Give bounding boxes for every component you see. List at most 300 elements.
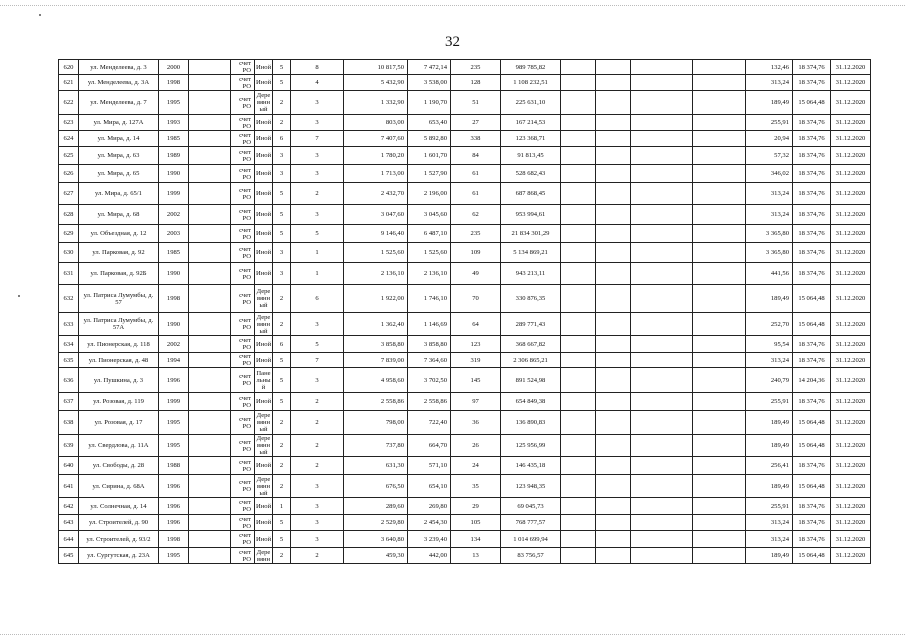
cell-area2: 1 527,90 — [408, 165, 451, 183]
cell-norm: 18 374,76 — [793, 147, 831, 165]
cell-empty — [596, 475, 631, 498]
cell-n: 629 — [59, 225, 79, 243]
cell-empty — [189, 368, 231, 393]
cell-year: 2002 — [159, 205, 189, 225]
cell-ent: 3 — [291, 498, 344, 515]
cell-area2: 1 525,60 — [408, 243, 451, 263]
cell-year: 1998 — [159, 531, 189, 548]
cell-area2: 653,40 — [408, 115, 451, 131]
cell-addr: ул. Мира, д. 63 — [79, 147, 159, 165]
cell-empty — [561, 205, 596, 225]
cell-fund: счет РО — [231, 393, 255, 411]
cell-empty — [596, 131, 631, 147]
cell-empty — [596, 435, 631, 457]
cell-date: 31.12.2020 — [831, 75, 871, 91]
cell-res: 338 — [451, 131, 501, 147]
cell-floors: 5 — [273, 353, 291, 368]
cell-fund: счет РО — [231, 183, 255, 205]
cell-mat: Пане льны й — [256, 369, 271, 391]
cell-res: 109 — [451, 243, 501, 263]
cell-empty — [693, 285, 746, 313]
cell-rate: 189,49 — [746, 475, 793, 498]
cell-empty — [631, 225, 693, 243]
cell-fund: счет РО — [231, 475, 255, 498]
cell-empty — [189, 411, 231, 435]
cell-mat: Иной — [255, 243, 273, 263]
table-body — [59, 60, 871, 564]
cell-ent: 1 — [291, 263, 344, 285]
cell-empty — [561, 498, 596, 515]
cell-addr: ул. Менделеева, д. 3 — [79, 60, 159, 75]
cell-empty — [596, 411, 631, 435]
cell-res: 105 — [451, 515, 501, 531]
cell-empty — [631, 435, 693, 457]
cell-empty — [189, 225, 231, 243]
cell-mat: Иной — [255, 457, 273, 475]
cell-norm: 18 374,76 — [793, 393, 831, 411]
cell-fund: счет РО — [231, 457, 255, 475]
cell-floors: 5 — [273, 368, 291, 393]
cell-addr: ул. Розовая, д. 119 — [79, 393, 159, 411]
cell-empty — [693, 263, 746, 285]
cell-empty — [561, 165, 596, 183]
cell-mat: Иной — [255, 115, 273, 131]
cell-date: 31.12.2020 — [831, 531, 871, 548]
cell-cost: 136 890,83 — [501, 411, 561, 435]
table-row — [59, 411, 871, 435]
cell-area2: 722,40 — [408, 411, 451, 435]
cell-empty — [561, 147, 596, 165]
cell-ent: 2 — [291, 393, 344, 411]
cell-floors: 5 — [273, 183, 291, 205]
cell-cost: 91 813,45 — [501, 147, 561, 165]
cell-rate: 240,79 — [746, 368, 793, 393]
cell-empty — [189, 165, 231, 183]
housing-register-table — [58, 59, 870, 564]
cell-mat: Дере вянн — [255, 548, 273, 564]
cell-area2: 3 702,50 — [408, 368, 451, 393]
cell-empty — [189, 498, 231, 515]
cell-cost: 83 756,57 — [501, 548, 561, 564]
cell-norm: 15 064,48 — [793, 475, 831, 498]
table-row — [59, 115, 871, 131]
cell-fund: счет РО — [231, 147, 255, 165]
cell-date: 31.12.2020 — [831, 115, 871, 131]
cell-empty — [561, 531, 596, 548]
cell-empty — [189, 313, 231, 336]
cell-area1: 676,50 — [344, 475, 408, 498]
cell-rate: 189,49 — [746, 548, 793, 564]
cell-norm: 15 064,48 — [793, 435, 831, 457]
cell-rate: 189,49 — [746, 91, 793, 115]
cell-area1: 10 817,50 — [344, 60, 408, 75]
cell-addr: ул. Мира, д. 127А — [79, 115, 159, 131]
cell-ent: 2 — [291, 411, 344, 435]
cell-mat: Иной — [255, 353, 273, 368]
cell-date: 31.12.2020 — [831, 368, 871, 393]
cell-cost: 768 777,57 — [501, 515, 561, 531]
cell-addr: ул. Мира, д. 68 — [79, 205, 159, 225]
cell-empty — [631, 336, 693, 353]
cell-floors: 2 — [273, 457, 291, 475]
cell-addr: ул. Пионерская, д. 118 — [79, 336, 159, 353]
cell-empty — [189, 131, 231, 147]
cell-empty — [596, 498, 631, 515]
cell-addr: ул. Мира, д. 65 — [79, 165, 159, 183]
cell-floors: 2 — [273, 548, 291, 564]
table-row — [59, 475, 871, 498]
cell-n: 628 — [59, 205, 79, 225]
cell-empty — [596, 548, 631, 564]
cell-fund: счет РО — [231, 411, 255, 435]
cell-date: 31.12.2020 — [831, 411, 871, 435]
table-row — [59, 205, 871, 225]
cell-n: 639 — [59, 435, 79, 457]
cell-res: 61 — [451, 183, 501, 205]
cell-year: 1996 — [159, 368, 189, 393]
cell-area2: 3 858,80 — [408, 336, 451, 353]
cell-empty — [596, 115, 631, 131]
table-row — [59, 368, 871, 393]
cell-area2: 1 746,10 — [408, 285, 451, 313]
cell-empty — [693, 115, 746, 131]
cell-floors: 3 — [273, 147, 291, 165]
cell-empty — [561, 285, 596, 313]
cell-rate: 3 365,80 — [746, 243, 793, 263]
cell-empty — [189, 263, 231, 285]
cell-cost: 528 682,43 — [501, 165, 561, 183]
cell-date: 31.12.2020 — [831, 60, 871, 75]
cell-ent: 8 — [291, 60, 344, 75]
cell-fund: счет РО — [231, 368, 255, 393]
cell-empty — [631, 411, 693, 435]
cell-area2: 3 045,60 — [408, 205, 451, 225]
cell-norm: 18 374,76 — [793, 515, 831, 531]
cell-empty — [631, 75, 693, 91]
cell-empty — [631, 531, 693, 548]
cell-area1: 2 136,10 — [344, 263, 408, 285]
cell-res: 13 — [451, 548, 501, 564]
cell-empty — [561, 435, 596, 457]
cell-empty — [561, 548, 596, 564]
cell-rate: 255,91 — [746, 393, 793, 411]
cell-rate: 95,54 — [746, 336, 793, 353]
cell-empty — [631, 457, 693, 475]
cell-fund: счет РО — [231, 548, 255, 564]
cell-cost: 21 834 301,29 — [501, 225, 561, 243]
cell-date: 31.12.2020 — [831, 165, 871, 183]
cell-n: 634 — [59, 336, 79, 353]
cell-empty — [596, 368, 631, 393]
cell-norm: 18 374,76 — [793, 243, 831, 263]
cell-cost: 953 994,61 — [501, 205, 561, 225]
cell-fund: счет РО — [231, 205, 255, 225]
cell-res: 70 — [451, 285, 501, 313]
cell-date: 31.12.2020 — [831, 475, 871, 498]
cell-area1: 289,60 — [344, 498, 408, 515]
cell-year: 1995 — [159, 435, 189, 457]
cell-empty — [596, 313, 631, 336]
cell-empty — [189, 183, 231, 205]
cell-norm: 18 374,76 — [793, 531, 831, 548]
cell-n: 633 — [59, 313, 79, 336]
cell-res: 24 — [451, 457, 501, 475]
cell-norm: 18 374,76 — [793, 75, 831, 91]
cell-empty — [693, 313, 746, 336]
cell-date: 31.12.2020 — [831, 131, 871, 147]
cell-date: 31.12.2020 — [831, 205, 871, 225]
cell-empty — [631, 368, 693, 393]
cell-ent: 3 — [291, 115, 344, 131]
cell-empty — [189, 75, 231, 91]
cell-area1: 3 640,80 — [344, 531, 408, 548]
cell-date: 31.12.2020 — [831, 183, 871, 205]
cell-norm: 15 064,48 — [793, 548, 831, 564]
cell-addr: ул. Солнечная, д. 14 — [79, 498, 159, 515]
cell-rate: 313,24 — [746, 353, 793, 368]
cell-area1: 631,30 — [344, 457, 408, 475]
table-row — [59, 393, 871, 411]
cell-rate: 313,24 — [746, 515, 793, 531]
cell-area1: 9 146,40 — [344, 225, 408, 243]
cell-rate: 189,49 — [746, 411, 793, 435]
cell-empty — [631, 131, 693, 147]
cell-empty — [693, 183, 746, 205]
cell-empty — [693, 75, 746, 91]
cell-n: 626 — [59, 165, 79, 183]
cell-empty — [596, 165, 631, 183]
cell-res: 49 — [451, 263, 501, 285]
cell-empty — [189, 60, 231, 75]
cell-empty — [561, 60, 596, 75]
cell-empty — [693, 205, 746, 225]
cell-addr: ул. Свободы, д. 28 — [79, 457, 159, 475]
cell-mat: Дере вянн ый — [255, 435, 273, 457]
cell-ent: 2 — [291, 548, 344, 564]
cell-n: 620 — [59, 60, 79, 75]
cell-fund: счет РО — [231, 165, 255, 183]
cell-n: 630 — [59, 243, 79, 263]
cell-norm: 15 064,48 — [793, 285, 831, 313]
cell-year: 1994 — [159, 353, 189, 368]
cell-empty — [596, 531, 631, 548]
table-row — [59, 91, 871, 115]
cell-fund: счет РО — [231, 531, 255, 548]
cell-area1: 1 780,20 — [344, 147, 408, 165]
cell-ent: 3 — [291, 91, 344, 115]
cell-addr: ул. Мира, д. 65/1 — [79, 183, 159, 205]
table-row — [59, 548, 871, 564]
cell-date: 31.12.2020 — [831, 498, 871, 515]
cell-cost: 687 868,45 — [501, 183, 561, 205]
cell-date: 31.12.2020 — [831, 91, 871, 115]
cell-floors: 6 — [273, 131, 291, 147]
cell-empty — [189, 243, 231, 263]
cell-year: 1990 — [159, 313, 189, 336]
cell-empty — [561, 131, 596, 147]
cell-area1: 459,30 — [344, 548, 408, 564]
cell-empty — [189, 531, 231, 548]
cell-mat: Иной — [255, 531, 273, 548]
cell-ent: 2 — [291, 457, 344, 475]
cell-area2: 664,70 — [408, 435, 451, 457]
table-row — [59, 60, 871, 75]
cell-year: 1996 — [159, 498, 189, 515]
cell-empty — [693, 531, 746, 548]
cell-empty — [631, 91, 693, 115]
cell-empty — [631, 115, 693, 131]
cell-addr: ул. Пушкина, д. 3 — [79, 368, 159, 393]
cell-rate: 346,02 — [746, 165, 793, 183]
cell-mat: Дере вянн ый — [255, 285, 273, 313]
cell-area1: 737,80 — [344, 435, 408, 457]
cell-area2: 1 146,69 — [408, 313, 451, 336]
cell-empty — [189, 548, 231, 564]
cell-floors: 6 — [273, 336, 291, 353]
cell-addr: ул. Мира, д. 14 — [79, 131, 159, 147]
cell-empty — [693, 243, 746, 263]
cell-floors: 3 — [273, 263, 291, 285]
cell-cost: 225 631,10 — [501, 91, 561, 115]
cell-area2: 2 558,86 — [408, 393, 451, 411]
cell-cost: 5 134 869,21 — [501, 243, 561, 263]
cell-cost: 654 849,38 — [501, 393, 561, 411]
cell-empty — [561, 515, 596, 531]
cell-year: 1995 — [159, 91, 189, 115]
cell-res: 128 — [451, 75, 501, 91]
cell-area2: 3 538,00 — [408, 75, 451, 91]
cell-floors: 5 — [273, 515, 291, 531]
cell-norm: 18 374,76 — [793, 263, 831, 285]
cell-empty — [631, 243, 693, 263]
cell-ent: 1 — [291, 243, 344, 263]
cell-mat: Иной — [255, 60, 273, 75]
cell-rate: 256,41 — [746, 457, 793, 475]
cell-ent: 4 — [291, 75, 344, 91]
cell-empty — [693, 548, 746, 564]
cell-ent: 5 — [291, 225, 344, 243]
cell-ent: 3 — [291, 531, 344, 548]
cell-cost: 69 045,73 — [501, 498, 561, 515]
cell-cost: 891 524,98 — [501, 368, 561, 393]
cell-fund: счет РО — [231, 243, 255, 263]
table-row — [59, 225, 871, 243]
cell-empty — [189, 457, 231, 475]
cell-cost: 123 368,71 — [501, 131, 561, 147]
cell-n: 638 — [59, 411, 79, 435]
cell-rate: 313,24 — [746, 531, 793, 548]
cell-year: 1985 — [159, 131, 189, 147]
cell-mat: Иной — [255, 147, 273, 165]
cell-empty — [189, 393, 231, 411]
cell-res: 235 — [451, 60, 501, 75]
cell-year: 1985 — [159, 243, 189, 263]
cell-res: 29 — [451, 498, 501, 515]
cell-empty — [596, 205, 631, 225]
cell-area2: 442,00 — [408, 548, 451, 564]
cell-empty — [189, 115, 231, 131]
cell-rate: 189,49 — [746, 435, 793, 457]
cell-date: 31.12.2020 — [831, 263, 871, 285]
cell-mat: Иной — [255, 263, 273, 285]
cell-empty — [596, 393, 631, 411]
cell-n: 623 — [59, 115, 79, 131]
cell-empty — [631, 548, 693, 564]
cell-date: 31.12.2020 — [831, 147, 871, 165]
cell-year: 2003 — [159, 225, 189, 243]
cell-empty — [189, 91, 231, 115]
cell-n: 636 — [59, 368, 79, 393]
cell-area1: 798,00 — [344, 411, 408, 435]
cell-year: 1999 — [159, 393, 189, 411]
cell-cost: 289 771,43 — [501, 313, 561, 336]
cell-empty — [596, 263, 631, 285]
cell-fund: счет РО — [231, 515, 255, 531]
cell-floors: 2 — [273, 435, 291, 457]
cell-fund: счет РО — [231, 225, 255, 243]
table-row — [59, 336, 871, 353]
cell-norm: 18 374,76 — [793, 457, 831, 475]
cell-empty — [596, 353, 631, 368]
cell-n: 635 — [59, 353, 79, 368]
cell-date: 31.12.2020 — [831, 435, 871, 457]
cell-area1: 7 407,60 — [344, 131, 408, 147]
cell-area1: 2 529,80 — [344, 515, 408, 531]
table-row — [59, 131, 871, 147]
cell-area1: 4 958,60 — [344, 368, 408, 393]
cell-cost: 1 014 699,94 — [501, 531, 561, 548]
cell-cost: 330 876,35 — [501, 285, 561, 313]
cell-floors: 5 — [273, 60, 291, 75]
cell-empty — [631, 313, 693, 336]
cell-area2: 269,80 — [408, 498, 451, 515]
table-row — [59, 531, 871, 548]
cell-empty — [693, 457, 746, 475]
cell-empty — [561, 457, 596, 475]
cell-fund: счет РО — [231, 115, 255, 131]
cell-area2: 5 892,80 — [408, 131, 451, 147]
cell-date: 31.12.2020 — [831, 336, 871, 353]
cell-res: 123 — [451, 336, 501, 353]
cell-rate: 20,94 — [746, 131, 793, 147]
cell-res: 35 — [451, 475, 501, 498]
cell-n: 625 — [59, 147, 79, 165]
cell-norm: 18 374,76 — [793, 336, 831, 353]
cell-cost: 368 667,82 — [501, 336, 561, 353]
cell-area2: 654,10 — [408, 475, 451, 498]
cell-addr: ул. Строителей, д. 90 — [79, 515, 159, 531]
cell-empty — [596, 75, 631, 91]
cell-empty — [189, 285, 231, 313]
cell-n: 644 — [59, 531, 79, 548]
cell-rate: 189,49 — [746, 285, 793, 313]
cell-year: 1995 — [159, 411, 189, 435]
cell-norm: 18 374,76 — [793, 115, 831, 131]
cell-empty — [631, 515, 693, 531]
cell-empty — [596, 243, 631, 263]
cell-area2: 2 136,10 — [408, 263, 451, 285]
cell-empty — [189, 435, 231, 457]
table-row — [59, 75, 871, 91]
table-row — [59, 183, 871, 205]
cell-year: 1998 — [159, 285, 189, 313]
cell-date: 31.12.2020 — [831, 225, 871, 243]
cell-floors: 3 — [273, 165, 291, 183]
cell-empty — [693, 147, 746, 165]
cell-res: 36 — [451, 411, 501, 435]
cell-addr: ул. Патриса Лумумбы, д. 57А — [79, 313, 159, 336]
cell-empty — [631, 263, 693, 285]
